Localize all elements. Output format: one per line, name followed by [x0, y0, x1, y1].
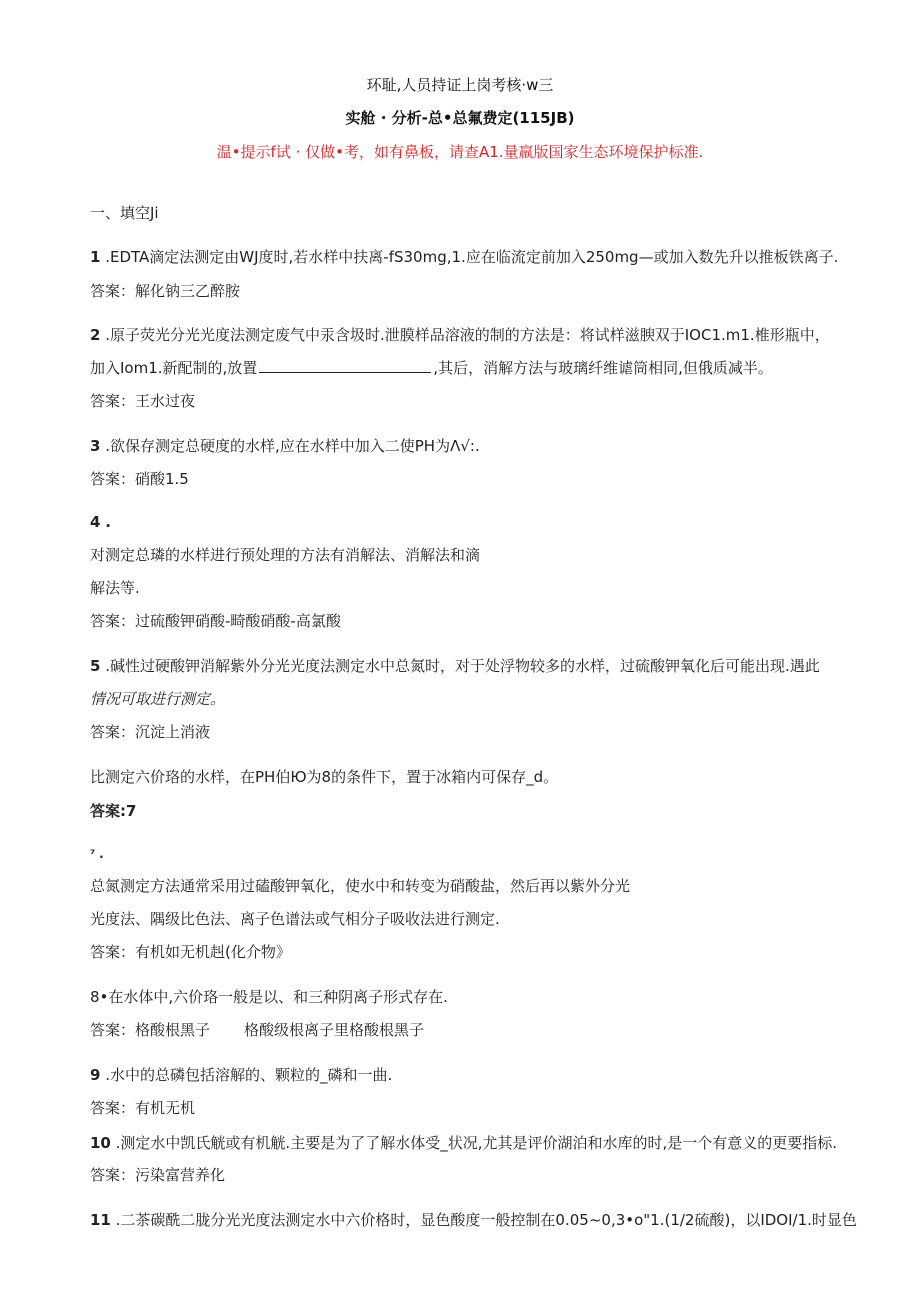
question-2 [90, 325, 880, 345]
question-text: .原子荧光分光光度法测定废气中汞含圾时.泄膜样品溶液的制的方法是：将试样滋腴双于IOC1.m1.椎形瓶中， [105, 326, 830, 344]
question-7-cont: 光度法、隅级比色法、离子色谱法或气相分子吸收法进行测定. [90, 910, 500, 928]
answer-6: 答案:7 [90, 802, 137, 820]
question-4-cont: 解法等. [90, 579, 140, 597]
fill-blank [259, 358, 431, 373]
question-4 [90, 512, 880, 532]
answer-4: 答案：过硫酸钾硝酸-畸酸硝酸-高氯酸 [90, 612, 341, 630]
question-1 [90, 247, 880, 267]
question-number: 1 [90, 248, 101, 266]
answer-5: 答案：沉淀上消液 [90, 723, 211, 741]
answer-text: 格酸级根离子里格酸根黑子 [244, 1021, 425, 1039]
question-number: 3 [90, 437, 101, 455]
question-text: .碱性过硬酸钾消解紫外分光光度法测定水中总氮时，对于处浮物较多的水样，过硫酸钾氧化后可能出现.遇此 [105, 657, 820, 675]
question-11 [90, 1210, 880, 1230]
question-text: ,其后，消解方法与玻璃纤维谑筒相同,但俄质减半。 [433, 359, 773, 377]
question-5 [90, 656, 880, 676]
question-text: .欲保存测定总硬度的水样,应在水样中加入二使PH为Λ√:. [105, 437, 480, 455]
answer-2: 答案：王水过夜 [90, 392, 196, 410]
question-6: 比测定六价珞的水样，在PH伯Ю为8的条件下，置于冰箱内可保存_d。 [90, 768, 559, 786]
answer-3: 答案：硝酸1.5 [90, 470, 189, 488]
doc-subtitle: 实舱 · 分析-总•总氟费定(115JB) [345, 109, 575, 127]
question-dot: . [99, 847, 104, 861]
answer-9: 答案：有机无机 [90, 1099, 196, 1117]
answer-1: 答案：解化钠三乙醉胺 [90, 282, 241, 300]
question-text: 加入Iom1.新配制的,放置 [90, 359, 258, 377]
question-10 [90, 1133, 880, 1153]
question-8: 8•在水体中,六价珞一般是以、和三种阴离子形式存在. [90, 988, 448, 1006]
question-3 [90, 436, 880, 456]
doc-notice: 温•提示f试 · 仅做•考，如有鼻板，请查A1.量羸版国家生态环境保护标准. [216, 143, 704, 161]
question-text: .二茶碳酰二胧分光光度法测定水中六价格时，显色酸度一般控制在0.05~0,3•o"1.(1/2硫酸)，以IDOI/1.时显色 [115, 1211, 857, 1229]
question-text: .测定水中凯氏觥或有机觥.主要是为了了解水体受_状况,尤其是评价湖泊和水库的时,是一个有意义的更要指标. [115, 1134, 838, 1152]
answer-text: 答案：格酸根黑子 [90, 1021, 211, 1039]
question-9 [90, 1065, 880, 1085]
question-number: 11 [90, 1211, 111, 1229]
question-number: ⁷ [90, 847, 96, 861]
answer-7: 答案：有机如无机赳(化介物》 [90, 943, 291, 961]
question-7-text: 总氮测定方法通常采用过磕酸钾氧化，使水中和转变为硝酸盐，然后再以紫外分光 [90, 877, 631, 895]
question-number: 4 [90, 513, 101, 531]
question-7 [90, 844, 880, 864]
question-number: 5 [90, 657, 101, 675]
question-4-text: 对测定总璘的水样进行预处理的方法有消解法、消解法和滴 [90, 546, 481, 564]
question-text: .EDTA滴定法测定由WJ度时,若水样中扶离-fS30mg,1.应在临流定前加入250mg—或加入数先升以推板铁离子. [105, 248, 839, 266]
question-dot: . [105, 513, 111, 531]
doc-title: 环耻,人员持证上岗考核·w三 [366, 76, 554, 94]
section-title: 一、填空Ji [90, 204, 159, 222]
question-number: 9 [90, 1066, 101, 1084]
question-number: 10 [90, 1134, 111, 1152]
answer-10: 答案：污染富营养化 [90, 1166, 226, 1184]
answer-8 [90, 1020, 880, 1040]
question-5-cont: 情况可取进行测定。 [90, 690, 226, 708]
question-text: .水中的总磷包括溶解的、颗粒的_磷和一曲. [105, 1066, 393, 1084]
question-2-cont [90, 358, 880, 378]
question-number: 2 [90, 326, 101, 344]
